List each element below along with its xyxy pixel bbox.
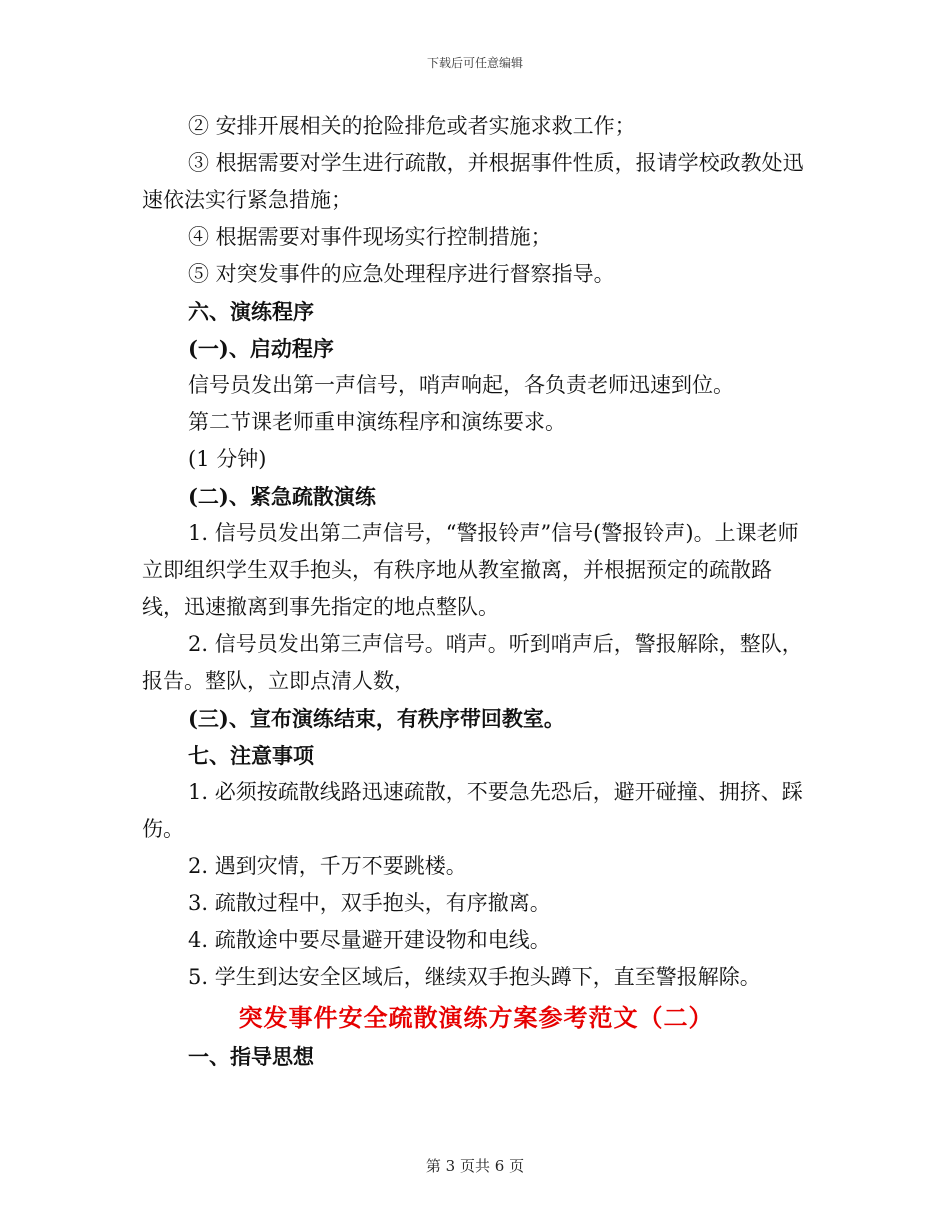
paragraph-item-3: ③ 根据需要对学生进行疏散，并根据事件性质，报请学校政教处迅速依法实行紧急措施； (142, 151, 804, 212)
section-heading-guiding-thought: 一、指导思想 (188, 1044, 314, 1069)
section-heading-7: 七、注意事项 (188, 743, 314, 768)
note-item-4: 4. 疏散途中要尽量避开建设物和电线。 (188, 928, 551, 952)
subsection-heading-end: (三)、宣布演练结束，有秩序带回教室。 (188, 706, 565, 731)
paragraph-item-5: ⑤ 对突发事件的应急处理程序进行督察指导。 (188, 262, 615, 286)
note-item-2: 2. 遇到灾情，千万不要跳楼。 (188, 854, 467, 878)
paragraph-teacher-repeat: 第二节课老师重申演练程序和演练要求。 (188, 410, 566, 434)
note-item-5: 5. 学生到达安全区域后，继续双手抱头蹲下，直至警报解除。 (188, 965, 761, 989)
subsection-heading-start: (一)、启动程序 (188, 336, 334, 361)
section-heading-6: 六、演练程序 (188, 299, 314, 324)
note-item-3: 3. 疏散过程中，双手抱头，有序撤离。 (188, 891, 551, 915)
paragraph-evacuation-1: 1. 信号员发出第二声信号，“警报铃声”信号(警报铃声)。上课老师立即组织学生双手抱头，有秩序地从教室撤离，并根据预定的疏散路线，迅速撤离到事先指定的地点整队。 (142, 521, 799, 619)
document-section-title: 突发事件安全疏散演练方案参考范文（二） (238, 1003, 714, 1032)
page-number: 第 3 页共 6 页 (425, 1157, 525, 1175)
note-item-1: 1. 必须按疏散线路迅速疏散，不要急先恐后，避开碰撞、拥挤、踩伤。 (142, 780, 803, 841)
paragraph-duration: (1 分钟) (188, 447, 267, 471)
paragraph-evacuation-2: 2. 信号员发出第三声信号。哨声。听到哨声后，警报解除，整队，报告。整队，立即点清人数， (142, 632, 803, 693)
paragraph-item-4: ④ 根据需要对事件现场实行控制措施； (188, 225, 552, 249)
subsection-heading-evacuation: (二)、紧急疏散演练 (188, 484, 376, 509)
paragraph-signal-one: 信号员发出第一声信号，哨声响起，各负责老师迅速到位。 (188, 373, 734, 397)
paragraph-item-2: ② 安排开展相关的抢险排危或者实施求救工作； (188, 114, 636, 138)
document-body (142, 108, 810, 1075)
header-note: 下载后可任意编辑 (426, 56, 523, 70)
